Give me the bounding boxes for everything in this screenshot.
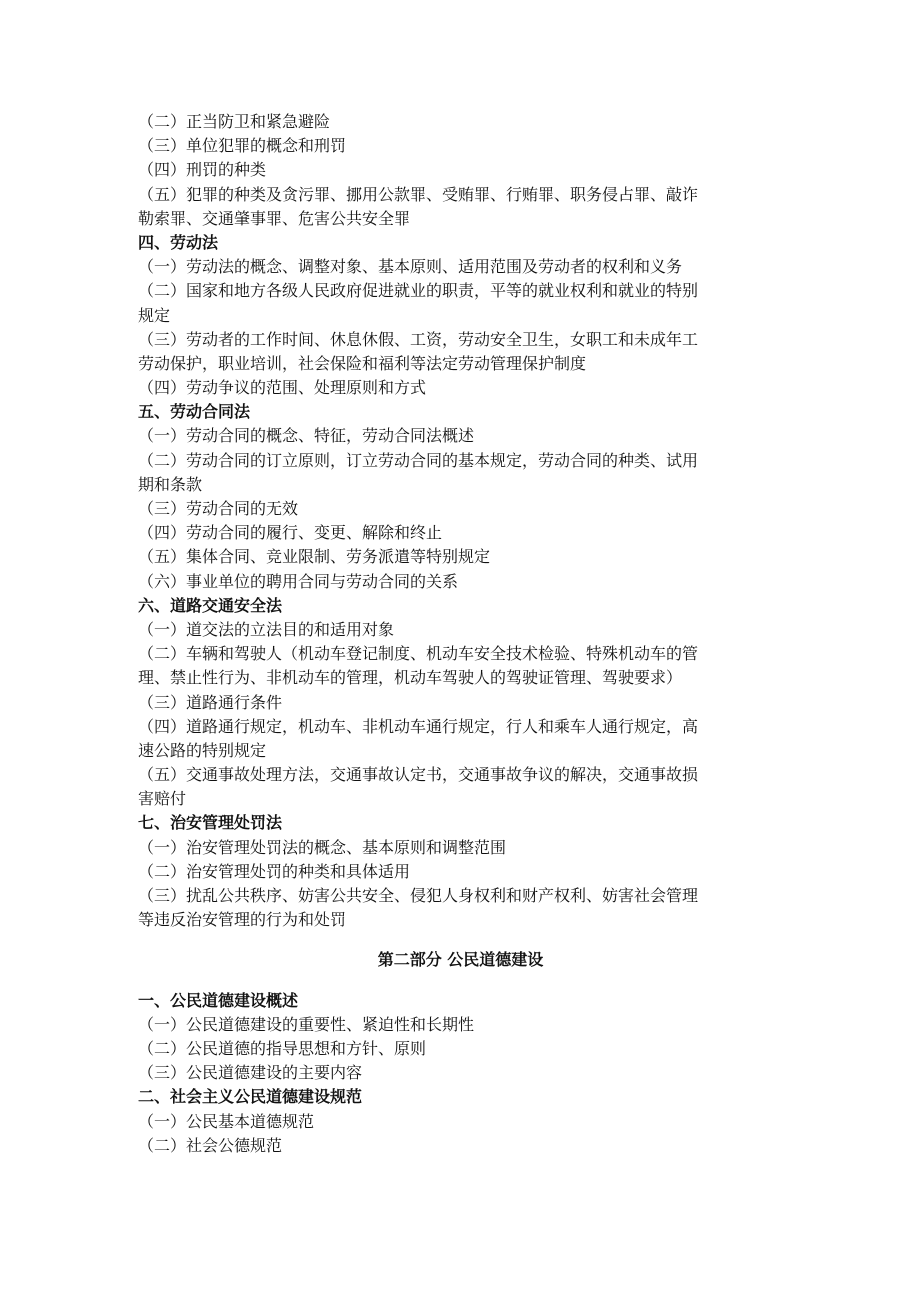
outline-item: （四）劳动合同的履行、变更、解除和终止 xyxy=(138,523,443,543)
outline-item: （二）公民道德的指导思想和方针、原则 xyxy=(138,1038,427,1058)
outline-item: （二）劳动合同的订立原则，订立劳动合同的基本规定，劳动合同的种类、试用 xyxy=(138,450,699,470)
outline-item: （二）社会公德规范 xyxy=(138,1135,283,1155)
outline-item: （六）事业单位的聘用合同与劳动合同的关系 xyxy=(138,571,459,591)
outline-item: （二）正当防卫和紧急避险 xyxy=(138,112,331,131)
section-heading: 七、治安管理处罚法 xyxy=(138,813,283,833)
section-heading: 六、道路交通安全法 xyxy=(138,595,283,615)
outline-item: （一）公民基本道德规范 xyxy=(138,1111,315,1131)
outline-item: （二）国家和地方各级人民政府促进就业的职责，平等的就业权利和就业的特别 xyxy=(138,281,699,301)
outline-item: （一）道交法的立法目的和适用对象 xyxy=(138,619,395,639)
outline-item: 害赔付 xyxy=(138,789,187,809)
outline-item: （三）扰乱公共秩序、妨害公共安全、侵犯人身权利和财产权利、妨害社会管理 xyxy=(138,886,699,905)
outline-item: （五）交通事故处理方法，交通事故认定书，交通事故争议的解决，交通事故损 xyxy=(138,765,699,785)
section-heading: 一、公民道德建设概述 xyxy=(138,990,299,1010)
outline-item: （四）劳动争议的范围、处理原则和方式 xyxy=(138,378,427,398)
outline-item: （四）刑罚的种类 xyxy=(138,160,267,180)
section-heading: 五、劳动合同法 xyxy=(138,402,251,422)
document-page xyxy=(138,110,783,1158)
outline-item: （三）劳动合同的无效 xyxy=(138,499,299,518)
part-title: 第二部分 公民道德建设 xyxy=(377,950,544,970)
outline-item: 理、禁止性行为、非机动车的管理，机动车驾驶人的驾驶证管理、驾驶要求） xyxy=(138,668,683,688)
outline-item: （四）道路通行规定，机动车、非机动车通行规定，行人和乘车人通行规定，高 xyxy=(138,716,699,736)
outline-item: （一）劳动合同的概念、特征，劳动合同法概述 xyxy=(138,426,475,446)
outline-item: 勒索罪、交通肇事罪、危害公共安全罪 xyxy=(138,208,411,228)
outline-item: （一）公民道德建设的重要性、紧迫性和长期性 xyxy=(138,1014,475,1034)
outline-item: （三）道路通行条件 xyxy=(138,692,283,712)
outline-item: （二）车辆和驾驶人（机动车登记制度、机动车安全技术检验、特殊机动车的管 xyxy=(138,644,699,664)
outline-item: （二）治安管理处罚的种类和具体适用 xyxy=(138,861,411,881)
outline-item: 劳动保护，职业培训，社会保险和福利等法定劳动管理保护制度 xyxy=(138,353,587,373)
section-heading: 四、劳动法 xyxy=(138,232,219,252)
outline-item: （一）劳动法的概念、调整对象、基本原则、适用范围及劳动者的权利和义务 xyxy=(138,257,683,277)
outline-item: （五）集体合同、竞业限制、劳务派遣等特别规定 xyxy=(138,547,491,567)
outline-item: 等违反治安管理的行为和处罚 xyxy=(138,910,347,930)
outline-item: 规定 xyxy=(138,305,171,325)
outline-item: 速公路的特别规定 xyxy=(138,740,267,760)
outline-item: （一）治安管理处罚法的概念、基本原则和调整范围 xyxy=(138,837,507,857)
outline-item: （三）公民道德建设的主要内容 xyxy=(138,1063,363,1083)
outline-item: （三）单位犯罪的概念和刑罚 xyxy=(138,136,347,156)
section-heading: 二、社会主义公民道德建设规范 xyxy=(138,1087,363,1107)
outline-item: （三）劳动者的工作时间、休息休假、工资，劳动安全卫生，女职工和未成年工 xyxy=(138,329,699,349)
outline-item: （五）犯罪的种类及贪污罪、挪用公款罪、受贿罪、行贿罪、职务侵占罪、敲诈 xyxy=(138,184,699,204)
outline-item: 期和条款 xyxy=(138,474,203,494)
